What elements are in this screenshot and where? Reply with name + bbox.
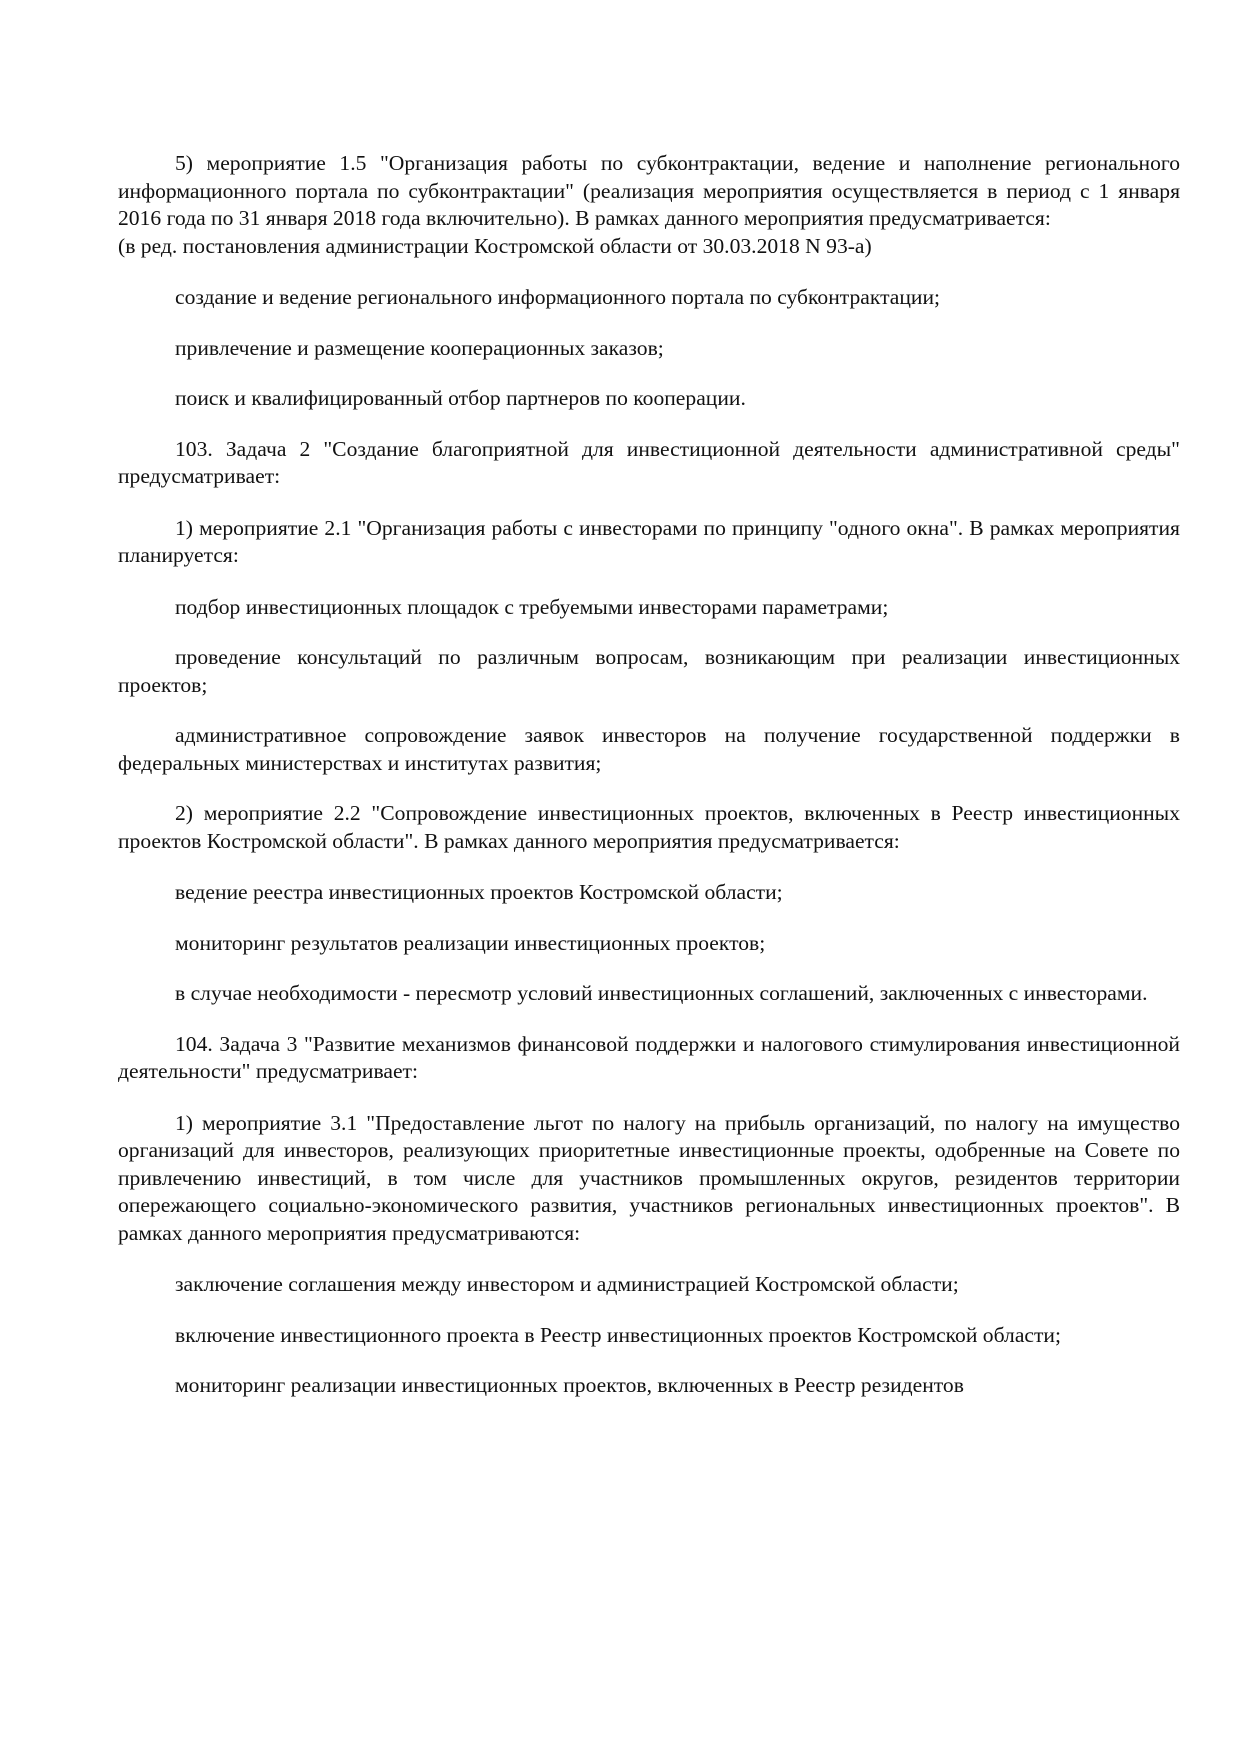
- paragraph-measure-1-5: 5) мероприятие 1.5 "Организация работы по субконтрактации, ведение и наполнение регионального информационного портала по субконтрактации" (реализация мероприятия осуществляется в период с 1 января 2016 года по 31 января 2018 года включительно). В рамках данного мероприятия предусматривается:: [118, 151, 1180, 230]
- amendment-note: (в ред. постановления администрации Костромской области от 30.03.2018 N 93-а): [118, 233, 872, 258]
- list-item: привлечение и размещение кооперационных заказов;: [175, 335, 664, 360]
- paragraph-measure-3-1: 1) мероприятие 3.1 "Предоставление льгот по налогу на прибыль организаций, по налогу на имущество организаций для инвесторов, реализующих приоритетные инвестиционные проекты, одобренные на Совете по привлечению инвестиций, в том числе для участников промышленных округов, резидентов территории опережающего социально-экономического развития, участников региональных инвестиционных проектов". В рамках данного мероприятия предусматриваются:: [118, 1110, 1180, 1245]
- document-page: [118, 150, 1180, 1423]
- list-item: ведение реестра инвестиционных проектов Костромской области;: [175, 880, 783, 904]
- list-item: поиск и квалифицированный отбор партнеров по кооперации.: [175, 386, 746, 410]
- paragraph-task-103: 103. Задача 2 "Создание благоприятной для инвестиционной деятельности административной среды" предусматривает:: [118, 436, 1180, 488]
- list-item: проведение консультаций по различным вопросам, возникающим при реализации инвестиционных проектов;: [118, 645, 1180, 697]
- list-item: мониторинг реализации инвестиционных проектов, включенных в Реестр резидентов: [175, 1373, 964, 1397]
- paragraph-measure-2-1: 1) мероприятие 2.1 "Организация работы с инвесторами по принципу "одного окна". В рамках мероприятия планируется:: [118, 515, 1180, 567]
- paragraph-task-104: 104. Задача 3 "Развитие механизмов финансовой поддержки и налогового стимулирования инвестиционной деятельности" предусматривает:: [118, 1031, 1180, 1083]
- list-item: включение инвестиционного проекта в Реестр инвестиционных проектов Костромской области;: [175, 1322, 1061, 1347]
- list-item: мониторинг результатов реализации инвестиционных проектов;: [175, 930, 766, 955]
- list-item: заключение соглашения между инвестором и администрацией Костромской области;: [175, 1272, 959, 1296]
- list-item: создание и ведение регионального информационного портала по субконтрактации;: [175, 285, 941, 309]
- list-item: административное сопровождение заявок инвесторов на получение государственной поддержки в федеральных министерствах и институтах развития;: [118, 723, 1180, 775]
- list-item: подбор инвестиционных площадок с требуемыми инвесторами параметрами;: [175, 594, 889, 619]
- paragraph-measure-2-2: 2) мероприятие 2.2 "Сопровождение инвестиционных проектов, включенных в Реестр инвестиционных проектов Костромской области". В рамках данного мероприятия предусматривается:: [118, 801, 1180, 853]
- list-item: в случае необходимости - пересмотр условий инвестиционных соглашений, заключенных с инвесторами.: [175, 981, 1148, 1005]
